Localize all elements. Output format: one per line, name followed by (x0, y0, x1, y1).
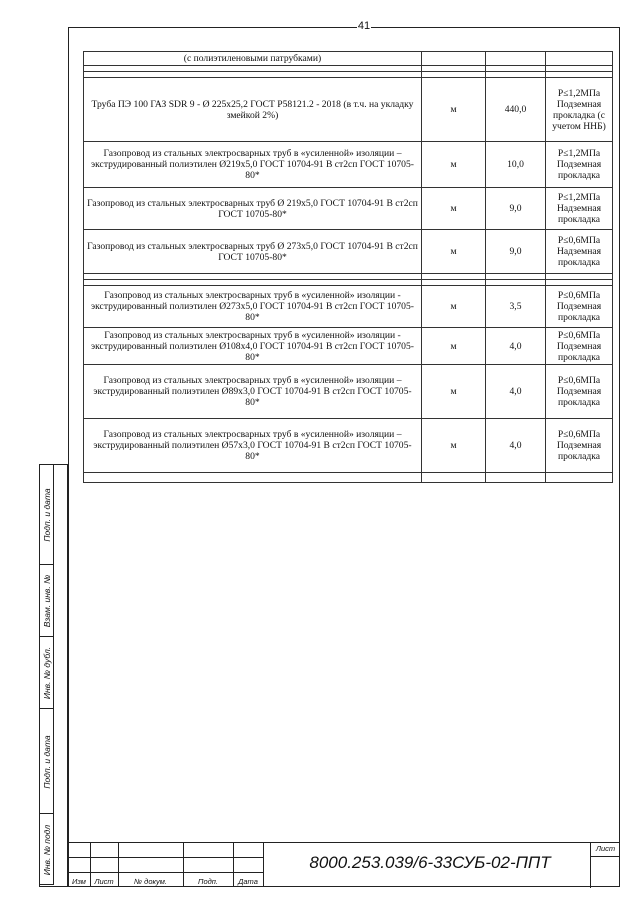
side-approval-block (39, 464, 68, 887)
cell-name: Газопровод из стальных электросварных труб в «усиленной» изоляции – экструдированный полиэтилен Ø219х5,0 ГОСТ 10704-91 В ст2сп ГОСТ 10705-80* (84, 142, 422, 188)
table-row (84, 78, 613, 142)
cell-unit: м (422, 142, 486, 188)
cell-note: Р≤0,6МПа Подземная прокладка (546, 286, 613, 328)
cell-qty (486, 473, 546, 483)
cell-qty: 9,0 (486, 230, 546, 274)
document-code: 8000.253.039/6-33СУБ-02-ППТ (309, 853, 551, 872)
side-label: Подп. и дата (42, 734, 52, 789)
side-cell (40, 814, 54, 885)
cell-name: Газопровод из стальных электросварных труб в «усиленной» изоляции – экструдированный полиэтилен Ø89х3,0 ГОСТ 10704-91 В ст2сп ГОСТ 10705-80* (84, 365, 422, 419)
stamp-header-date: Дата (238, 877, 258, 886)
table-row (84, 188, 613, 230)
table-row (84, 52, 613, 66)
cell-note: Р≤0,6МПа Подземная прокладка (546, 328, 613, 365)
cell-qty: 440,0 (486, 78, 546, 142)
cell-name: Газопровод из стальных электросварных труб в «усиленной» изоляции - экструдированный полиэтилен Ø108х4,0 ГОСТ 10704-91 В ст2сп ГОСТ 10705-80* (84, 328, 422, 365)
cell-qty (486, 52, 546, 66)
side-label: Взам. инв. № (42, 574, 52, 628)
cell-name: Газопровод из стальных электросварных труб в «усиленной» изоляции – экструдированный полиэтилен Ø57х3,0 ГОСТ 10704-91 В ст2сп ГОСТ 10705-80* (84, 419, 422, 473)
cell-note: Р≤1,2МПа Подземная прокладка (546, 142, 613, 188)
table-row (84, 142, 613, 188)
cell-note: Р≤1,2МПа Надземная прокладка (546, 188, 613, 230)
sheet-label: Лист (595, 844, 616, 853)
title-block (68, 842, 620, 887)
cell-qty: 10,0 (486, 142, 546, 188)
table-row (84, 286, 613, 328)
cell-unit: м (422, 188, 486, 230)
side-label: Инв. № дубл. (42, 646, 52, 700)
stamp-col-line (263, 843, 264, 887)
stamp-header-izm: Изм (72, 877, 86, 886)
cell-unit: м (422, 419, 486, 473)
table-row (84, 365, 613, 419)
table-row (84, 473, 613, 483)
side-label: Инв. № подл (42, 824, 52, 875)
sheet-box (590, 843, 620, 888)
cell-unit: м (422, 230, 486, 274)
cell-name: Газопровод из стальных электросварных труб в «усиленной» изоляции - экструдированный полиэтилен Ø273х5,0 ГОСТ 10704-91 В ст2сп ГОСТ 10705-80* (84, 286, 422, 328)
cell-name: Труба ПЭ 100 ГАЗ SDR 9 - Ø 225х25,2 ГОСТ Р58121.2 - 2018 (в т.ч. на укладку змейкой 2%) (84, 78, 422, 142)
cell-unit (422, 473, 486, 483)
specification-body (84, 52, 613, 483)
cell-qty: 4,0 (486, 328, 546, 365)
cell-name: Газопровод из стальных электросварных труб Ø 273х5,0 ГОСТ 10704-91 В ст2сп ГОСТ 10705-80* (84, 230, 422, 274)
side-label: Подп. и дата (42, 488, 52, 542)
table-row (84, 230, 613, 274)
cell-name: (с полиэтиленовыми патрубками) (84, 52, 422, 66)
cell-note (546, 473, 613, 483)
cell-unit: м (422, 365, 486, 419)
cell-note: Р≤1,2МПа Подземная прокладка (с учетом ННБ) (546, 78, 613, 142)
specification-table (83, 51, 613, 483)
cell-qty: 4,0 (486, 365, 546, 419)
cell-note: Р≤0,6МПа Подземная прокладка (546, 419, 613, 473)
cell-unit (422, 52, 486, 66)
stamp-header-list: Лист (94, 877, 114, 886)
stamp-header-sign: Подп. (198, 877, 218, 886)
cell-unit: м (422, 328, 486, 365)
cell-note (546, 52, 613, 66)
table-row (84, 419, 613, 473)
cell-note: Р≤0,6МПа Подземная прокладка (546, 365, 613, 419)
stamp-header-doc: № докум. (133, 877, 168, 886)
page-number: 41 (357, 20, 371, 32)
cell-unit: м (422, 78, 486, 142)
table-row (84, 328, 613, 365)
cell-qty: 4,0 (486, 419, 546, 473)
cell-qty: 3,5 (486, 286, 546, 328)
cell-name (84, 473, 422, 483)
cell-name: Газопровод из стальных электросварных труб Ø 219х5,0 ГОСТ 10704-91 В ст2сп ГОСТ 10705-80* (84, 188, 422, 230)
cell-note: Р≤0,6МПа Надземная прокладка (546, 230, 613, 274)
cell-unit: м (422, 286, 486, 328)
cell-qty: 9,0 (486, 188, 546, 230)
